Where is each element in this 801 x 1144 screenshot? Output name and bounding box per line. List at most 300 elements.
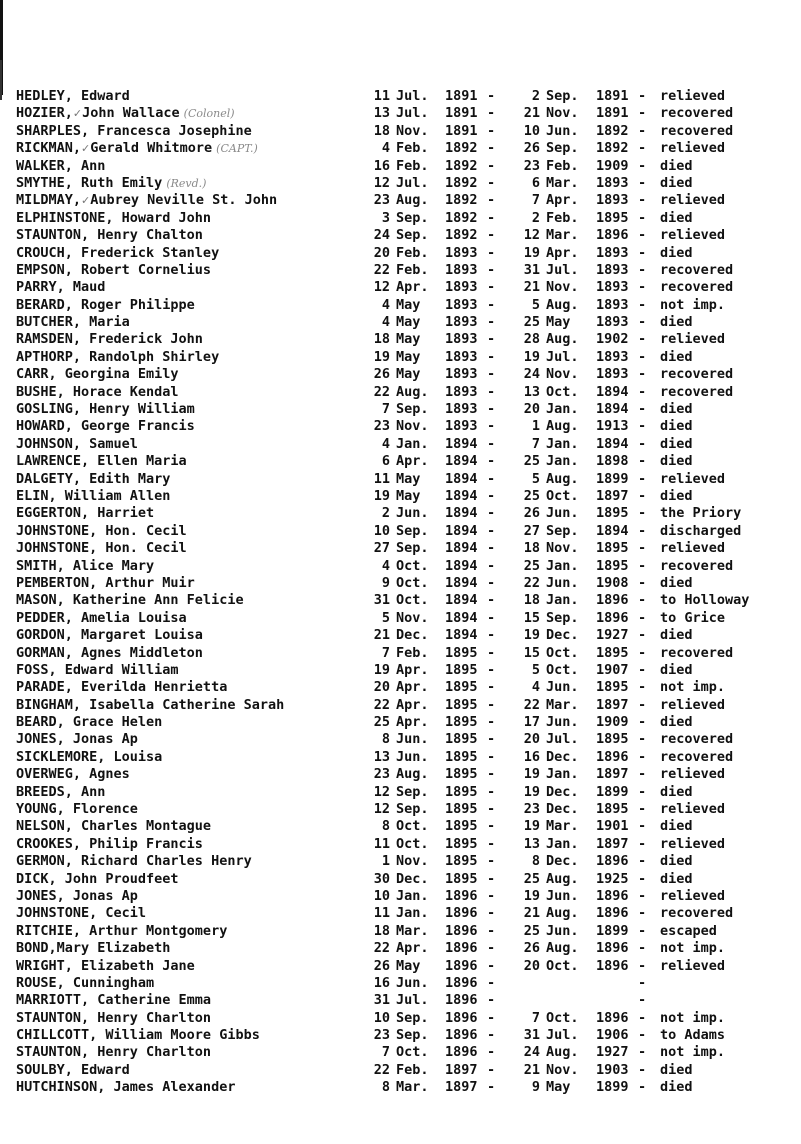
register-row bbox=[0, 679, 801, 696]
discharge-month: Mar. bbox=[546, 696, 579, 713]
outcome: died bbox=[660, 453, 693, 470]
patient-name: WALKER, Ann bbox=[16, 157, 106, 174]
discharge-day: 10 bbox=[523, 122, 540, 139]
admission-month: Apr. bbox=[396, 279, 429, 296]
date-separator: - bbox=[487, 627, 496, 644]
patient-name: MASON, Katherine Ann Felicie bbox=[16, 592, 244, 609]
outcome-separator: - bbox=[638, 505, 647, 522]
discharge-day: 23 bbox=[523, 157, 540, 174]
outcome: died bbox=[660, 435, 693, 452]
admission-month: Feb. bbox=[396, 140, 429, 157]
date-separator: - bbox=[487, 401, 496, 418]
discharge-year: 1895 bbox=[596, 644, 629, 661]
discharge-month: Oct. bbox=[546, 1009, 579, 1026]
patient-name: DICK, John Proudfeet bbox=[16, 870, 179, 887]
outcome-separator: - bbox=[638, 1027, 647, 1044]
admission-month: Oct. bbox=[396, 574, 429, 591]
register-row bbox=[0, 105, 801, 122]
outcome-separator: - bbox=[638, 940, 647, 957]
discharge-day: 28 bbox=[523, 331, 540, 348]
outcome-separator: - bbox=[638, 609, 647, 626]
discharge-day: 31 bbox=[523, 1027, 540, 1044]
patient-name: ELPHINSTONE, Howard John bbox=[16, 209, 212, 226]
admission-day: 11 bbox=[373, 905, 390, 922]
register-row bbox=[0, 210, 801, 227]
patient-name: GOSLING, Henry William bbox=[16, 401, 195, 418]
discharge-month: Dec. bbox=[546, 748, 579, 765]
register-row bbox=[0, 88, 801, 105]
outcome-separator: - bbox=[638, 105, 647, 122]
discharge-month: Jun. bbox=[546, 714, 579, 731]
outcome-separator: - bbox=[638, 453, 647, 470]
outcome-separator: - bbox=[638, 540, 647, 557]
outcome: died bbox=[660, 418, 693, 435]
register-row bbox=[0, 818, 801, 835]
outcome: died bbox=[660, 244, 693, 261]
outcome: escaped bbox=[660, 922, 717, 939]
admission-day: 24 bbox=[373, 227, 390, 244]
discharge-day: 8 bbox=[531, 853, 540, 870]
discharge-month: Aug. bbox=[546, 470, 579, 487]
admission-month: Nov. bbox=[396, 418, 429, 435]
discharge-month: Jun. bbox=[546, 887, 579, 904]
register-row bbox=[0, 279, 801, 296]
outcome: relieved bbox=[660, 766, 726, 783]
patient-name: HUTCHINSON, James Alexander bbox=[16, 1079, 236, 1096]
admission-day: 8 bbox=[381, 818, 390, 835]
outcome-separator: - bbox=[638, 922, 647, 939]
admission-day: 1 bbox=[381, 853, 390, 870]
outcome-separator: - bbox=[638, 627, 647, 644]
outcome: recovered bbox=[660, 731, 734, 748]
register-row bbox=[0, 627, 801, 644]
admission-day: 3 bbox=[381, 209, 390, 226]
admission-month: Apr. bbox=[396, 661, 429, 678]
discharge-day: 5 bbox=[531, 470, 540, 487]
patient-name: BEARD, Grace Helen bbox=[16, 714, 163, 731]
patient-name: GORMAN, Agnes Middleton bbox=[16, 644, 203, 661]
discharge-day: 19 bbox=[523, 244, 540, 261]
discharge-day: 19 bbox=[523, 818, 540, 835]
admission-month: Sep. bbox=[396, 227, 429, 244]
outcome-separator: - bbox=[638, 853, 647, 870]
outcome-separator: - bbox=[638, 679, 647, 696]
admission-year: 1893 bbox=[445, 401, 478, 418]
discharge-day: 7 bbox=[531, 435, 540, 452]
register-row bbox=[0, 958, 801, 975]
patient-name: SHARPLES, Francesca Josephine bbox=[16, 122, 252, 139]
discharge-year: 1893 bbox=[596, 174, 629, 191]
register-row bbox=[0, 331, 801, 348]
discharge-month: Aug. bbox=[546, 940, 579, 957]
discharge-day: 27 bbox=[523, 522, 540, 539]
admission-year: 1893 bbox=[445, 296, 478, 313]
discharge-month: May bbox=[546, 1079, 571, 1096]
discharge-year: 1892 bbox=[596, 140, 629, 157]
discharge-month: Nov. bbox=[546, 366, 579, 383]
admission-month: Jul. bbox=[396, 174, 429, 191]
handwritten-annotation: (CAPT.) bbox=[216, 142, 258, 156]
outcome: to Holloway bbox=[660, 592, 750, 609]
discharge-month: Sep. bbox=[546, 609, 579, 626]
outcome: to Adams bbox=[660, 1027, 726, 1044]
outcome: relieved bbox=[660, 331, 726, 348]
date-separator: - bbox=[487, 435, 496, 452]
admission-month: May bbox=[396, 331, 421, 348]
admission-month: Sep. bbox=[396, 801, 429, 818]
outcome-separator: - bbox=[638, 1044, 647, 1061]
outcome-separator: - bbox=[638, 401, 647, 418]
admission-year: 1896 bbox=[445, 887, 478, 904]
patient-name: YOUNG, Florence bbox=[16, 801, 138, 818]
handwritten-tick: ✓ bbox=[72, 107, 83, 121]
discharge-day: 26 bbox=[523, 140, 540, 157]
discharge-year: 1925 bbox=[596, 870, 629, 887]
discharge-year: 1899 bbox=[596, 783, 629, 800]
discharge-day: 25 bbox=[523, 487, 540, 504]
outcome: recovered bbox=[660, 366, 734, 383]
admission-year: 1895 bbox=[445, 748, 478, 765]
discharge-year: 1896 bbox=[596, 748, 629, 765]
date-separator: - bbox=[487, 1009, 496, 1026]
handwritten-tick: ✓ bbox=[81, 194, 91, 208]
outcome: relieved bbox=[660, 140, 726, 157]
admission-month: Apr. bbox=[396, 453, 429, 470]
admission-day: 23 bbox=[373, 1027, 390, 1044]
outcome-separator: - bbox=[638, 331, 647, 348]
discharge-month: Jun. bbox=[546, 505, 579, 522]
admission-day: 20 bbox=[373, 679, 390, 696]
patient-name: CARR, Georgina Emily bbox=[16, 366, 179, 383]
discharge-month: Jun. bbox=[546, 574, 579, 591]
outcome: relieved bbox=[660, 696, 726, 713]
date-separator: - bbox=[487, 174, 496, 191]
outcome: died bbox=[660, 818, 693, 835]
discharge-month: Apr. bbox=[546, 192, 579, 209]
outcome: the Priory bbox=[660, 505, 742, 522]
admission-month: Oct. bbox=[396, 818, 429, 835]
admission-day: 11 bbox=[373, 88, 390, 104]
register-row bbox=[0, 540, 801, 557]
admission-day: 11 bbox=[373, 835, 390, 852]
discharge-day: 25 bbox=[523, 453, 540, 470]
admission-month: May bbox=[396, 487, 421, 504]
admission-year: 1892 bbox=[445, 227, 478, 244]
patient-name: STAUNTON, Henry Chalton bbox=[16, 227, 203, 244]
discharge-year: 1895 bbox=[596, 540, 629, 557]
date-separator: - bbox=[487, 957, 496, 974]
admission-day: 8 bbox=[381, 1079, 390, 1096]
register-row bbox=[0, 697, 801, 714]
register-row bbox=[0, 314, 801, 331]
date-separator: - bbox=[487, 870, 496, 887]
admission-month: May bbox=[396, 366, 421, 383]
discharge-year: 1899 bbox=[596, 922, 629, 939]
admission-day: 23 bbox=[373, 766, 390, 783]
admission-year: 1892 bbox=[445, 192, 478, 209]
date-separator: - bbox=[487, 314, 496, 331]
date-separator: - bbox=[487, 244, 496, 261]
date-separator: - bbox=[487, 88, 496, 104]
admission-day: 19 bbox=[373, 661, 390, 678]
discharge-day: 20 bbox=[523, 731, 540, 748]
outcome-separator: - bbox=[638, 418, 647, 435]
admission-month: Sep. bbox=[396, 1009, 429, 1026]
outcome: recovered bbox=[660, 383, 734, 400]
outcome: recovered bbox=[660, 557, 734, 574]
outcome-separator: - bbox=[638, 470, 647, 487]
register-row bbox=[0, 523, 801, 540]
discharge-month: Feb. bbox=[546, 209, 579, 226]
admission-month: Jun. bbox=[396, 505, 429, 522]
outcome-separator: - bbox=[638, 157, 647, 174]
admission-day: 22 bbox=[373, 383, 390, 400]
admission-day: 10 bbox=[373, 522, 390, 539]
admission-year: 1893 bbox=[445, 261, 478, 278]
patient-name: BINGHAM, Isabella Catherine Sarah bbox=[16, 696, 285, 713]
patient-name: HEDLEY, Edward bbox=[16, 88, 130, 104]
date-separator: - bbox=[487, 905, 496, 922]
patient-name: BUSHE, Horace Kendal bbox=[16, 383, 179, 400]
admission-month: Aug. bbox=[396, 766, 429, 783]
register-row bbox=[0, 662, 801, 679]
admission-month: Feb. bbox=[396, 1061, 429, 1078]
admission-year: 1893 bbox=[445, 348, 478, 365]
patient-name: MILDMAY,✓Aubrey Neville St. John bbox=[16, 192, 278, 209]
register-row bbox=[0, 766, 801, 783]
register-row bbox=[0, 505, 801, 522]
admission-day: 10 bbox=[373, 1009, 390, 1026]
patient-name: CHILLCOTT, William Moore Gibbs bbox=[16, 1027, 260, 1044]
outcome-separator: - bbox=[638, 992, 647, 1009]
outcome-separator: - bbox=[638, 835, 647, 852]
patient-name: JONES, Jonas Ap bbox=[16, 887, 138, 904]
admission-day: 7 bbox=[381, 401, 390, 418]
outcome: died bbox=[660, 661, 693, 678]
admission-year: 1893 bbox=[445, 279, 478, 296]
discharge-day: 1 bbox=[531, 418, 540, 435]
outcome: died bbox=[660, 714, 693, 731]
admission-day: 12 bbox=[373, 279, 390, 296]
discharge-day: 22 bbox=[523, 696, 540, 713]
register-row bbox=[0, 1027, 801, 1044]
register-row bbox=[0, 488, 801, 505]
date-separator: - bbox=[487, 714, 496, 731]
admission-year: 1891 bbox=[445, 88, 478, 104]
admission-day: 4 bbox=[381, 140, 390, 157]
register-row bbox=[0, 471, 801, 488]
discharge-year: 1895 bbox=[596, 731, 629, 748]
date-separator: - bbox=[487, 192, 496, 209]
outcome: discharged bbox=[660, 522, 742, 539]
register-row bbox=[0, 384, 801, 401]
discharge-day: 23 bbox=[523, 801, 540, 818]
admission-month: Feb. bbox=[396, 644, 429, 661]
admission-month: Sep. bbox=[396, 1027, 429, 1044]
discharge-month: Dec. bbox=[546, 801, 579, 818]
admission-month: May bbox=[396, 314, 421, 331]
discharge-day: 26 bbox=[523, 940, 540, 957]
admission-day: 2 bbox=[381, 505, 390, 522]
admission-month: Nov. bbox=[396, 122, 429, 139]
register-row bbox=[0, 592, 801, 609]
discharge-year: 1898 bbox=[596, 453, 629, 470]
discharge-month: Jun. bbox=[546, 122, 579, 139]
discharge-month: Jan. bbox=[546, 592, 579, 609]
discharge-year: 1896 bbox=[596, 853, 629, 870]
register-row bbox=[0, 349, 801, 366]
discharge-month: Nov. bbox=[546, 105, 579, 122]
discharge-day: 2 bbox=[531, 209, 540, 226]
discharge-day: 2 bbox=[531, 88, 540, 104]
admission-year: 1893 bbox=[445, 366, 478, 383]
discharge-month: Sep. bbox=[546, 88, 579, 104]
admission-month: Jun. bbox=[396, 974, 429, 991]
discharge-month: Aug. bbox=[546, 296, 579, 313]
outcome: not imp. bbox=[660, 296, 726, 313]
admission-month: Mar. bbox=[396, 1079, 429, 1096]
outcome: not imp. bbox=[660, 1009, 726, 1026]
patient-name: GORDON, Margaret Louisa bbox=[16, 627, 203, 644]
outcome: died bbox=[660, 157, 693, 174]
admission-year: 1893 bbox=[445, 383, 478, 400]
date-separator: - bbox=[487, 783, 496, 800]
outcome-separator: - bbox=[638, 1061, 647, 1078]
admission-month: Oct. bbox=[396, 592, 429, 609]
admission-month: Sep. bbox=[396, 522, 429, 539]
admission-day: 18 bbox=[373, 331, 390, 348]
discharge-year: 1895 bbox=[596, 801, 629, 818]
date-separator: - bbox=[487, 209, 496, 226]
date-separator: - bbox=[487, 140, 496, 157]
outcome-separator: - bbox=[638, 801, 647, 818]
discharge-day: 20 bbox=[523, 957, 540, 974]
discharge-month: Mar. bbox=[546, 818, 579, 835]
discharge-month: Oct. bbox=[546, 487, 579, 504]
admission-day: 22 bbox=[373, 696, 390, 713]
patient-name: ROUSE, Cunningham bbox=[16, 974, 155, 991]
discharge-month: Dec. bbox=[546, 783, 579, 800]
admission-year: 1891 bbox=[445, 105, 478, 122]
admission-year: 1895 bbox=[445, 870, 478, 887]
outcome-separator: - bbox=[638, 905, 647, 922]
discharge-day: 25 bbox=[523, 314, 540, 331]
admission-year: 1896 bbox=[445, 1009, 478, 1026]
admission-day: 21 bbox=[373, 627, 390, 644]
outcome-separator: - bbox=[638, 644, 647, 661]
register-row bbox=[0, 192, 801, 209]
patient-name: SMITH, Alice Mary bbox=[16, 557, 155, 574]
outcome: died bbox=[660, 853, 693, 870]
patient-name: BOND,Mary Elizabeth bbox=[16, 940, 171, 957]
outcome: died bbox=[660, 870, 693, 887]
discharge-month: Oct. bbox=[546, 383, 579, 400]
discharge-year: 1896 bbox=[596, 609, 629, 626]
discharge-month: Oct. bbox=[546, 661, 579, 678]
discharge-year: 1896 bbox=[596, 957, 629, 974]
discharge-month: Jan. bbox=[546, 435, 579, 452]
admission-year: 1894 bbox=[445, 505, 478, 522]
register-row bbox=[0, 853, 801, 870]
register-row bbox=[0, 1062, 801, 1079]
discharge-day: 6 bbox=[531, 174, 540, 191]
outcome: not imp. bbox=[660, 940, 726, 957]
date-separator: - bbox=[487, 383, 496, 400]
admission-year: 1897 bbox=[445, 1061, 478, 1078]
discharge-month: Nov. bbox=[546, 1061, 579, 1078]
admission-day: 13 bbox=[373, 748, 390, 765]
patient-name: ELIN, William Allen bbox=[16, 487, 171, 504]
admission-month: Sep. bbox=[396, 401, 429, 418]
admission-year: 1892 bbox=[445, 174, 478, 191]
outcome-separator: - bbox=[638, 209, 647, 226]
admission-day: 31 bbox=[373, 992, 390, 1009]
date-separator: - bbox=[487, 470, 496, 487]
discharge-year: 1893 bbox=[596, 314, 629, 331]
admission-month: Oct. bbox=[396, 1044, 429, 1061]
register-row bbox=[0, 905, 801, 922]
patient-name: HOWARD, George Francis bbox=[16, 418, 195, 435]
outcome: relieved bbox=[660, 192, 726, 209]
discharge-day: 21 bbox=[523, 1061, 540, 1078]
patient-name: LAWRENCE, Ellen Maria bbox=[16, 453, 187, 470]
discharge-month: Oct. bbox=[546, 644, 579, 661]
date-separator: - bbox=[487, 418, 496, 435]
register-row bbox=[0, 1010, 801, 1027]
patient-name: CROOKES, Philip Francis bbox=[16, 835, 203, 852]
admission-month: Jun. bbox=[396, 748, 429, 765]
admission-day: 22 bbox=[373, 940, 390, 957]
discharge-month: Jul. bbox=[546, 348, 579, 365]
outcome: died bbox=[660, 209, 693, 226]
discharge-year: 1891 bbox=[596, 105, 629, 122]
admission-day: 20 bbox=[373, 244, 390, 261]
discharge-year: 1896 bbox=[596, 905, 629, 922]
patient-name: JOHNSTONE, Hon. Cecil bbox=[16, 540, 187, 557]
patient-name: FOSS, Edward William bbox=[16, 661, 179, 678]
date-separator: - bbox=[487, 105, 496, 122]
outcome: recovered bbox=[660, 748, 734, 765]
admission-month: Dec. bbox=[396, 870, 429, 887]
discharge-year: 1899 bbox=[596, 1079, 629, 1096]
admission-register bbox=[0, 88, 801, 1097]
admission-month: Aug. bbox=[396, 383, 429, 400]
date-separator: - bbox=[487, 261, 496, 278]
admission-day: 16 bbox=[373, 157, 390, 174]
patient-name: JONES, Jonas Ap bbox=[16, 731, 138, 748]
admission-month: Apr. bbox=[396, 714, 429, 731]
patient-name: RAMSDEN, Frederick John bbox=[16, 331, 203, 348]
date-separator: - bbox=[487, 348, 496, 365]
discharge-day: 12 bbox=[523, 227, 540, 244]
register-row bbox=[0, 436, 801, 453]
discharge-year: 1913 bbox=[596, 418, 629, 435]
outcome-separator: - bbox=[638, 140, 647, 157]
admission-day: 18 bbox=[373, 922, 390, 939]
discharge-year: 1897 bbox=[596, 696, 629, 713]
discharge-year: 1894 bbox=[596, 401, 629, 418]
discharge-day: 21 bbox=[523, 279, 540, 296]
admission-month: Jan. bbox=[396, 887, 429, 904]
admission-day: 11 bbox=[373, 470, 390, 487]
outcome-separator: - bbox=[638, 487, 647, 504]
discharge-month: Apr. bbox=[546, 244, 579, 261]
date-separator: - bbox=[487, 940, 496, 957]
admission-year: 1895 bbox=[445, 661, 478, 678]
register-row bbox=[0, 645, 801, 662]
outcome: died bbox=[660, 783, 693, 800]
discharge-day: 16 bbox=[523, 748, 540, 765]
